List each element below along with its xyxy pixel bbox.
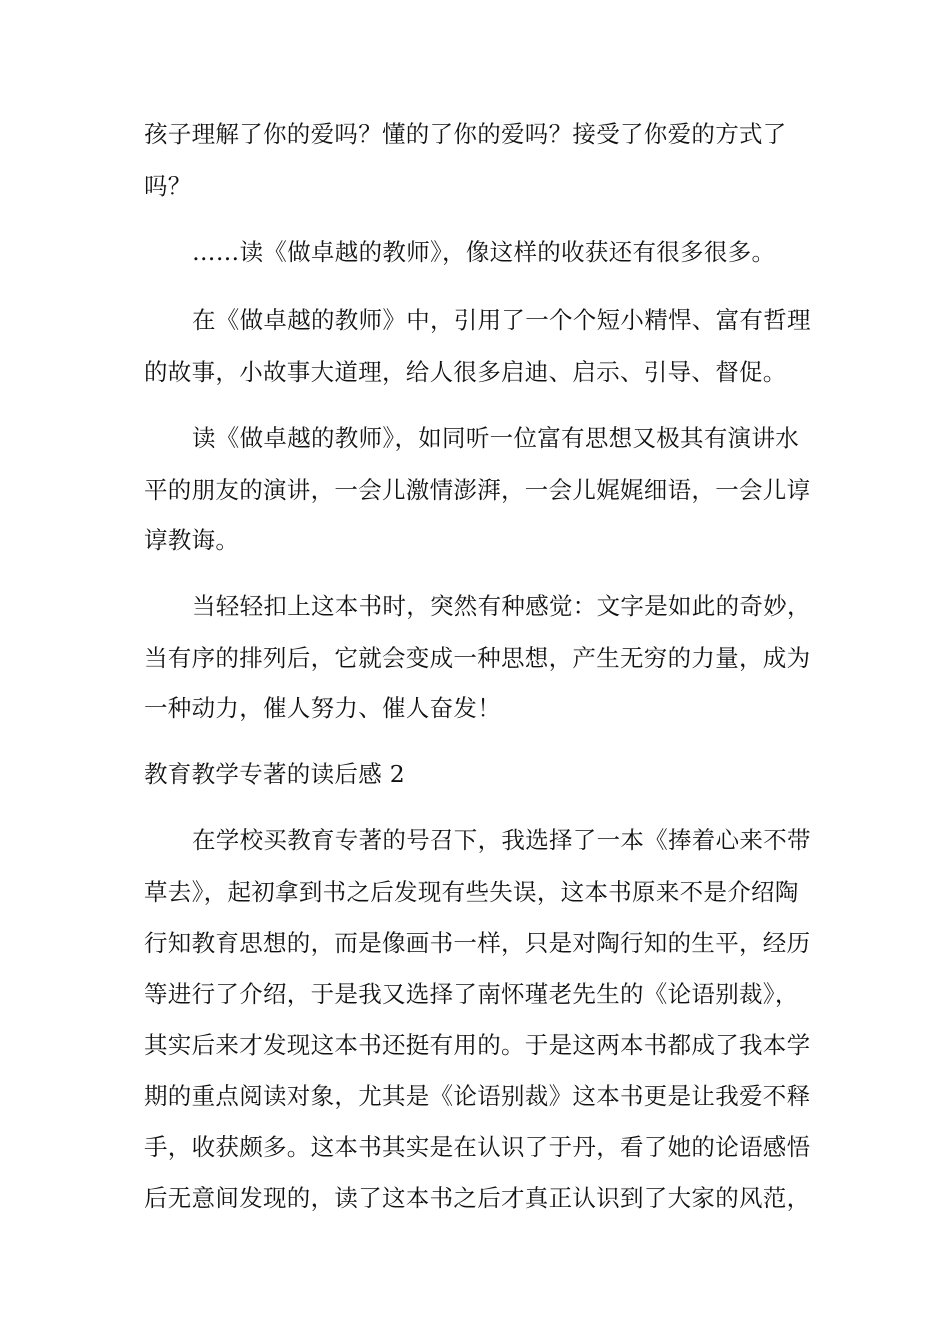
paragraph-line: 当有序的排列后，它就会变成一种思想，产生无穷的力量，成为 — [144, 644, 811, 672]
paragraph-line: 草去》，起初拿到书之后发现有些失误，这本书原来不是介绍陶 — [144, 878, 799, 906]
paragraph-line: 的故事，小故事大道理，给人很多启迪、启示、引导、督促。 — [144, 358, 787, 386]
paragraph-line: 谆教诲。 — [144, 526, 240, 554]
paragraph-line: 在《做卓越的教师》中，引用了一个个短小精悍、富有哲理 — [192, 306, 811, 334]
paragraph-line: 手，收获颇多。这本书其实是在认识了于丹，看了她的论语感悟 — [144, 1133, 811, 1161]
paragraph-line: 期的重点阅读对象，尤其是《论语别裁》这本书更是让我爱不释 — [144, 1082, 811, 1110]
paragraph-line: 后无意间发现的，读了这本书之后才真正认识到了大家的风范， — [144, 1184, 811, 1212]
paragraph-line: ……读《做卓越的教师》，像这样的收获还有很多很多。 — [192, 238, 776, 266]
paragraph-line: 一种动力，催人努力、催人奋发！ — [144, 694, 501, 722]
paragraph-line: 等进行了介绍，于是我又选择了南怀瑾老先生的《论语别裁》， — [144, 980, 799, 1008]
section-heading: 教育教学专著的读后感 2 — [144, 760, 406, 788]
paragraph-line: 孩子理解了你的爱吗？懂的了你的爱吗？接受了你爱的方式了 — [144, 120, 787, 148]
paragraph-line: 在学校买教育专著的号召下，我选择了一本《捧着心来不带 — [192, 826, 811, 854]
paragraph-line: 平的朋友的演讲，一会儿激情澎湃，一会儿娓娓细语，一会儿谆 — [144, 476, 811, 504]
paragraph-line: 其实后来才发现这本书还挺有用的。于是这两本书都成了我本学 — [144, 1031, 811, 1059]
paragraph-line: 吗？ — [144, 172, 192, 200]
paragraph-line: 行知教育思想的，而是像画书一样，只是对陶行知的生平，经历 — [144, 929, 811, 957]
paragraph-line: 读《做卓越的教师》，如同听一位富有思想又极其有演讲水 — [192, 424, 800, 452]
paragraph-line: 当轻轻扣上这本书时，突然有种感觉：文字是如此的奇妙， — [192, 592, 811, 620]
